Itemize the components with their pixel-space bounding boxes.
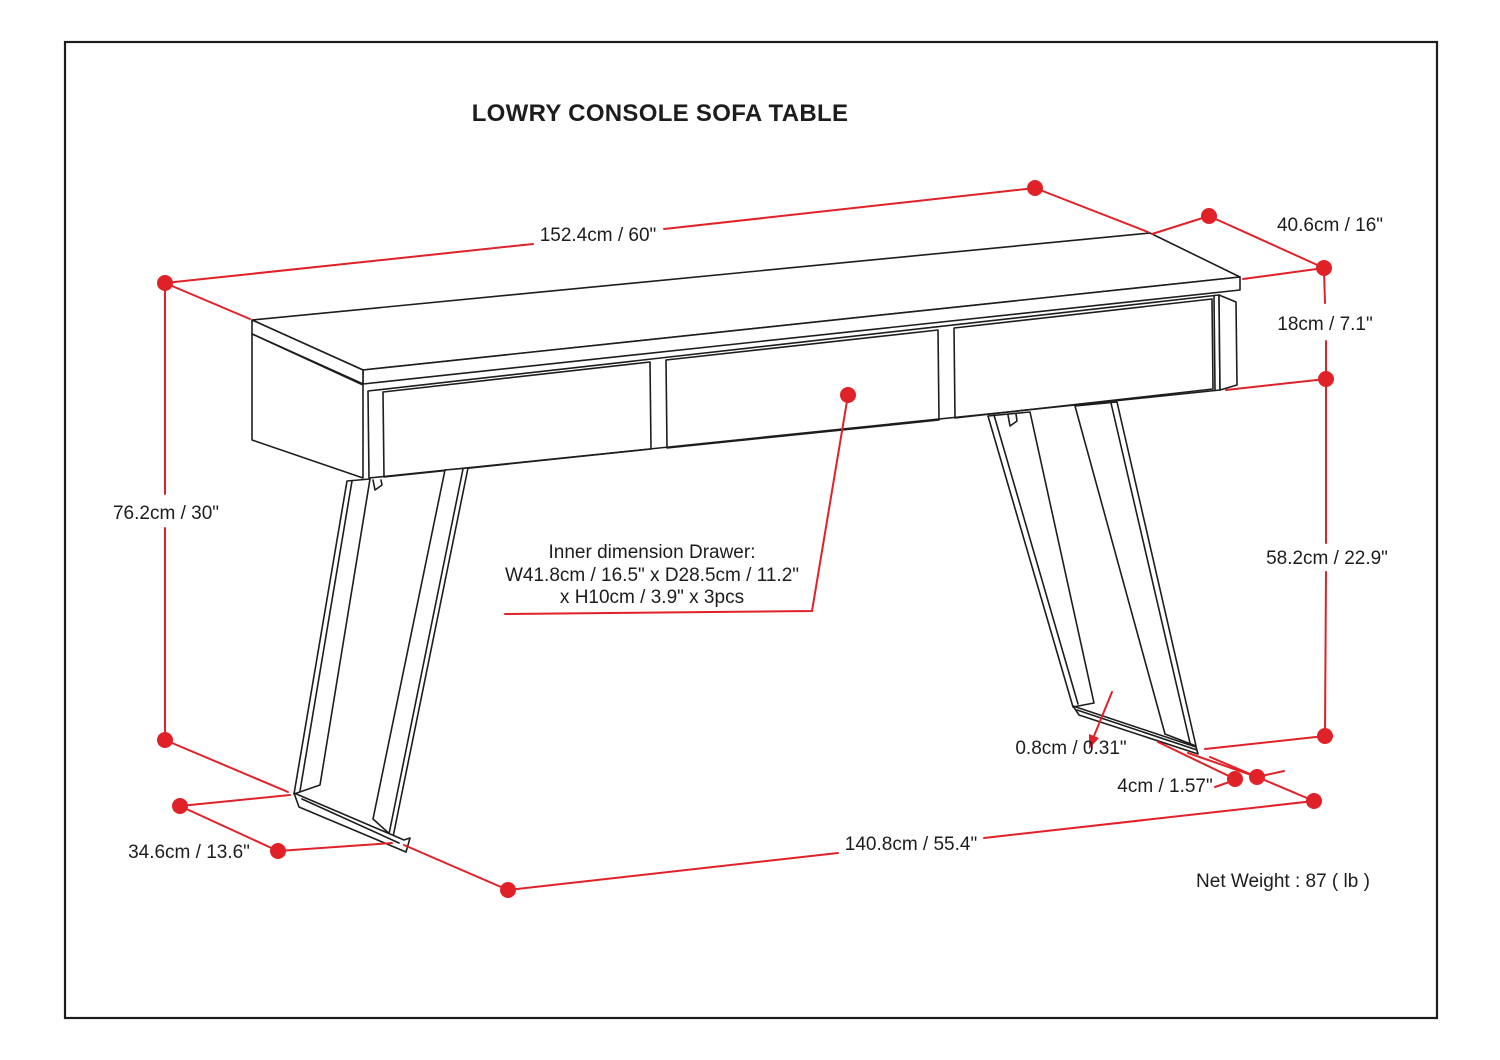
cabinet-right-panel bbox=[1219, 295, 1237, 390]
dimension-point bbox=[157, 732, 173, 748]
leader-line bbox=[1243, 268, 1324, 279]
dimension-line bbox=[664, 188, 1035, 229]
dim-leg-bar-width-label: 4cm / 1.57" bbox=[1117, 776, 1213, 797]
left-leg-bracket bbox=[373, 480, 382, 490]
dimension-line bbox=[508, 853, 838, 890]
dimension-point bbox=[500, 882, 516, 898]
dim-overall-width-label: 152.4cm / 60" bbox=[539, 225, 657, 246]
dimension-point bbox=[157, 275, 173, 291]
dim-overall-height-label: 76.2cm / 30" bbox=[112, 503, 220, 524]
leader-line bbox=[1205, 736, 1325, 749]
leader-line bbox=[1226, 379, 1326, 390]
dimension-point bbox=[1317, 728, 1333, 744]
dimension-line bbox=[165, 244, 533, 283]
page-title: LOWRY CONSOLE SOFA TABLE bbox=[471, 100, 849, 127]
dimension-point bbox=[270, 843, 286, 859]
leader-line bbox=[1035, 188, 1148, 232]
dim-metal-thickness-label: 0.8cm / 0.31" bbox=[1015, 738, 1127, 759]
dimension-line bbox=[984, 801, 1314, 838]
dim-base-width-label: 140.8cm / 55.4" bbox=[844, 834, 978, 855]
drawer-note-line2: W41.8cm / 16.5" x D28.5cm / 11.2" bbox=[504, 565, 800, 586]
leader-line bbox=[180, 795, 290, 806]
leader-line bbox=[404, 845, 508, 890]
dimension-point bbox=[172, 798, 188, 814]
dimension-point bbox=[1318, 371, 1334, 387]
drawer-note-line3: x H10cm / 3.9" x 3pcs bbox=[559, 587, 745, 608]
drawer-callout-point bbox=[840, 387, 856, 403]
drawer-note-line1: Inner dimension Drawer: bbox=[548, 542, 756, 563]
leader-line bbox=[1152, 216, 1209, 234]
dim-leg-height-label: 58.2cm / 22.9" bbox=[1266, 548, 1388, 569]
dimension-point bbox=[1316, 260, 1332, 276]
dim-overall-depth-label: 40.6cm / 16" bbox=[1276, 215, 1384, 236]
dim-apron-height-label: 18cm / 7.1" bbox=[1277, 314, 1373, 335]
dimension-point bbox=[1201, 208, 1217, 224]
dimension-line bbox=[1325, 572, 1326, 734]
leader-line bbox=[165, 283, 250, 319]
leader-line bbox=[165, 740, 288, 792]
right-leg bbox=[988, 402, 1198, 754]
dimension-point bbox=[1227, 771, 1243, 787]
dim-foot-depth-label: 34.6cm / 13.6" bbox=[128, 842, 250, 863]
left-leg bbox=[294, 468, 468, 852]
dimension-point bbox=[1306, 793, 1322, 809]
net-weight-label: Net Weight : 87 ( lb ) bbox=[1196, 871, 1370, 892]
dimension-point bbox=[1249, 769, 1265, 785]
dimension-point bbox=[1027, 180, 1043, 196]
leader-line bbox=[278, 843, 392, 851]
